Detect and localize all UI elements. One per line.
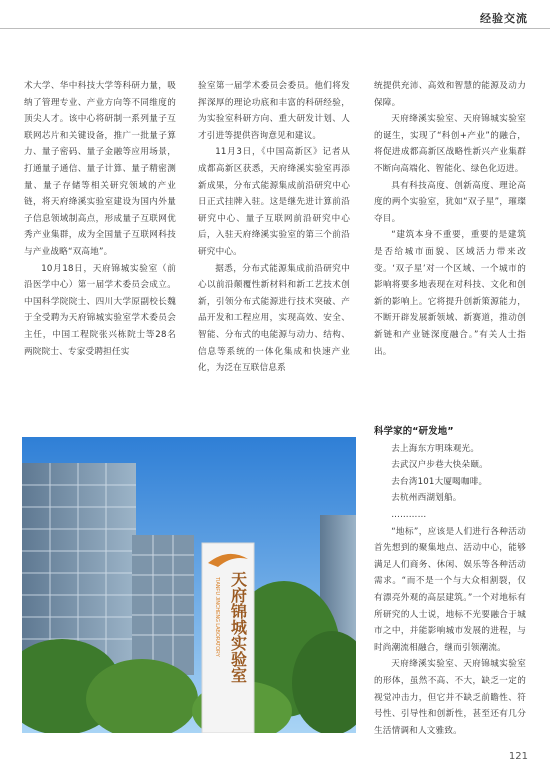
paragraph: 11月3日，《中国高新区》记者从成都高新区获悉，天府绛溪实验室再添新成果，分布式能源集成前沿研究中心日正式挂牌入驻。这是继先进计算前沿研究中心、量子互联网前沿研究中心后，入驻天府绛溪实验室的第三个前沿研究中心。 xyxy=(198,147,350,257)
page-number: 121 xyxy=(508,751,528,762)
paragraph: 据悉，分布式能源集成前沿研究中心以前沿颠覆性新材料和新工艺技术创新，引领分布式能源进行技术突破、产品开发和工程应用，实现高效、安全、智能、分布式的电能源与动力、结构、信息等系统的一体化集成和快速产业化，为泛在互联信息系 xyxy=(198,263,350,374)
paragraph: 天府绛溪实验室、天府锦城实验室的形体，虽然不高、不大，缺乏一定的视觉冲击力，但它并不缺乏前瞻性、符号性、引导性和创新性，甚至还有几分生活情调和人文雅致。 xyxy=(374,659,526,736)
paragraph: 统提供充沛、高效和智慧的能源及动力保障。 xyxy=(374,81,526,108)
paragraph: 天府绛溪实验室、天府锦城实验室的诞生，实现了“科创+产业”的融合，将促进成都高新区战略性新兴产业集群不断向高端化、智能化、绿色化迈进。 xyxy=(374,114,526,174)
paragraph: “地标”，应该是人们进行各种活动首先想到的聚集地点、活动中心，能够满足人们商务、休闲、娱乐等各种活动需求。“而不是一个与大众相割裂，仅有漂亮外观的高层建筑。”一个对地标有所研究的人士说，地标不光要融合于城市之中，并能影响城市发展的进程，与时尚潮流相融合，继而引领潮流。 xyxy=(374,526,526,653)
paragraph: 10月18日，天府锦城实验室（前沿医学中心）第一届学术委员会成立。中国科学院院士、四川大学原副校长魏于全受聘为天府锦城实验室学术委员会主任，中国工程院张兴栋院士等28名两院院士、专家受聘担任实 xyxy=(24,263,176,357)
paragraph: “建筑本身不重要，重要的是建筑是否给城市面貌、区域活力带来改变。‘双子星’对一个区域、一个城市的影响将要多地表现在对科技、文化和创新的影响上。它将提升创新策源能力，不断开辟发展新领域、新赛道，推动创新链和产业链深度融合。”有关人士指出。 xyxy=(374,230,526,357)
list-item: 去台湾101大厦喝咖啡。 xyxy=(391,476,488,487)
section-title: 经验交流 xyxy=(480,12,528,25)
glass-tower-mid xyxy=(132,535,194,675)
sign-chinese: 天府锦城实验室 xyxy=(228,571,248,683)
sign-english: TIANFU JINCHENG LABORATORY xyxy=(214,577,220,658)
text-column-3-lower xyxy=(374,424,526,739)
paragraph: 术大学、华中科技大学等科研力量，吸纳了管理专业、产业方向等不同维度的顶尖人才。该中心将研制一系列量子互联网芯片和关键设备，推广一批量子算力、量子密码、量子金融等应用场景，打通量子通信、量子计算、量子精密测量、量子存储等相关研究领域的产业链，将天府绛溪实验室建设为国内外量子信息领域制高点，形成量子互联网优秀产业集群，成为全国量子互联网科技与产业战略“双高地”。 xyxy=(24,81,176,257)
section-subheading: 科学家的“研发地” xyxy=(374,426,454,437)
text-column-3 xyxy=(374,78,526,360)
list-item: 去上海东方明珠观光。 xyxy=(391,443,480,454)
glass-tower-left xyxy=(22,463,136,663)
list-item: ………… xyxy=(391,509,427,520)
list-item: 去杭州西湖划船。 xyxy=(391,493,462,504)
building-photo xyxy=(22,437,356,733)
text-column-1 xyxy=(24,78,176,360)
list-item: 去武汉户步巷大快朵颐。 xyxy=(391,460,488,471)
header-rule xyxy=(0,28,550,29)
paragraph: 具有科技高度、创新高度、理论高度的两个实验室，犹如“双子星”，璀璨夺目。 xyxy=(374,180,526,224)
paragraph: 验室第一届学术委员会委员。他们将发挥深厚的理论功底和丰富的科研经验，为实验室科研方向、重大研发计划、人才引进等提供咨询意见和建议。 xyxy=(198,81,350,141)
text-column-2 xyxy=(198,78,350,377)
